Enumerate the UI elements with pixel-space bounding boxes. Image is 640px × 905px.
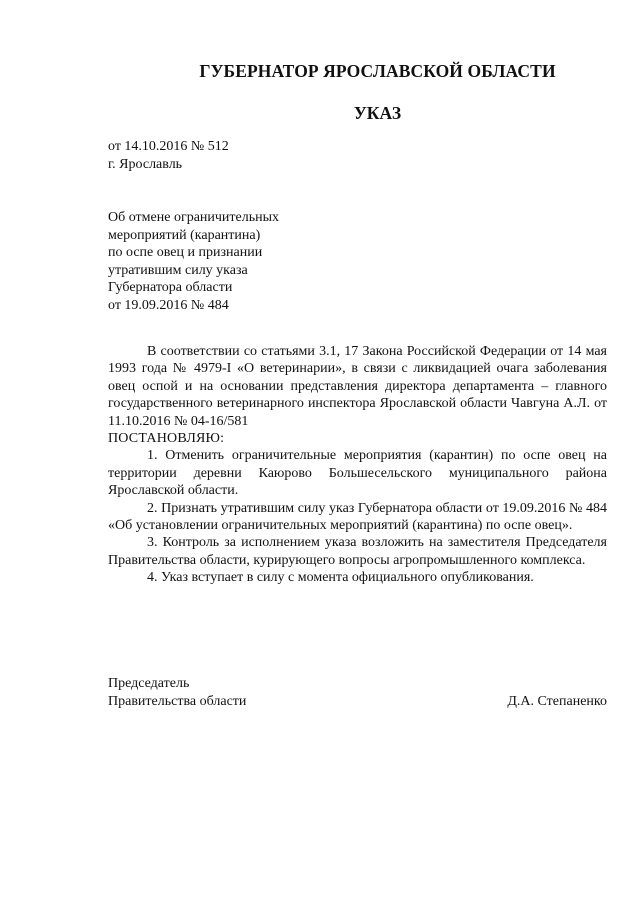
subject-line: мероприятий (карантина) xyxy=(108,227,261,243)
signatory-name: Д.А. Степаненко xyxy=(507,693,607,709)
decree-item: 4. Указ вступает в силу с момента официального опубликования. xyxy=(147,570,534,586)
subject-block xyxy=(108,209,328,314)
subject-line: по оспе овец и признании xyxy=(108,245,263,260)
date-number-line: от 14.10.2016 № 512 xyxy=(108,139,229,154)
signature-block xyxy=(108,675,607,710)
signatory-position-line2: Правительства области xyxy=(108,693,247,709)
subject-line: от 19.09.2016 № 484 xyxy=(108,297,229,313)
subject-line: Губернатора области xyxy=(108,280,233,295)
decree-item: 3. Контроль за исполнением указа возложить на заместителя Председателя Правительства области, курирующего вопросы агропромышленного комплекса. xyxy=(108,535,607,568)
document-type-title: УКАЗ xyxy=(353,103,402,123)
authority-title: ГУБЕРНАТОР ЯРОСЛАВСКОЙ ОБЛАСТИ xyxy=(199,61,556,81)
decree-item: 2. Признать утратившим силу указ Губернатора области от 19.09.2016 № 484 «Об установлении ограничительных мероприятий (карантина) по оспе овец». xyxy=(108,500,607,534)
city-line: г. Ярославль xyxy=(108,157,183,172)
signatory-position-line1: Председатель xyxy=(108,676,190,691)
subject-line: Об отмене ограничительных xyxy=(108,210,280,225)
subject-line: утратившим силу указа xyxy=(108,262,248,278)
decree-item: 1. Отменить ограничительные мероприятия (карантин) по оспе овец на территории деревни Каюрово Большесельского муниципального района Ярославской области. xyxy=(108,448,607,499)
preamble-paragraph: В соответствии со статьями 3.1, 17 Закона Российской Федерации от 14 мая 1993 года № 4979-I «О ветеринарии», в связи с ликвидацией очага заболевания овец оспой и на основании представления директора департамента – главного государственного ветеринарного инспектора Ярославской области Чавгуна А.Л. от 11.10.2016 № 04-16/581 xyxy=(108,344,607,429)
signature-row xyxy=(108,693,607,711)
document-body xyxy=(108,343,607,587)
resolve-line: ПОСТАНОВЛЯЮ: xyxy=(108,431,225,447)
document-meta xyxy=(108,138,229,174)
